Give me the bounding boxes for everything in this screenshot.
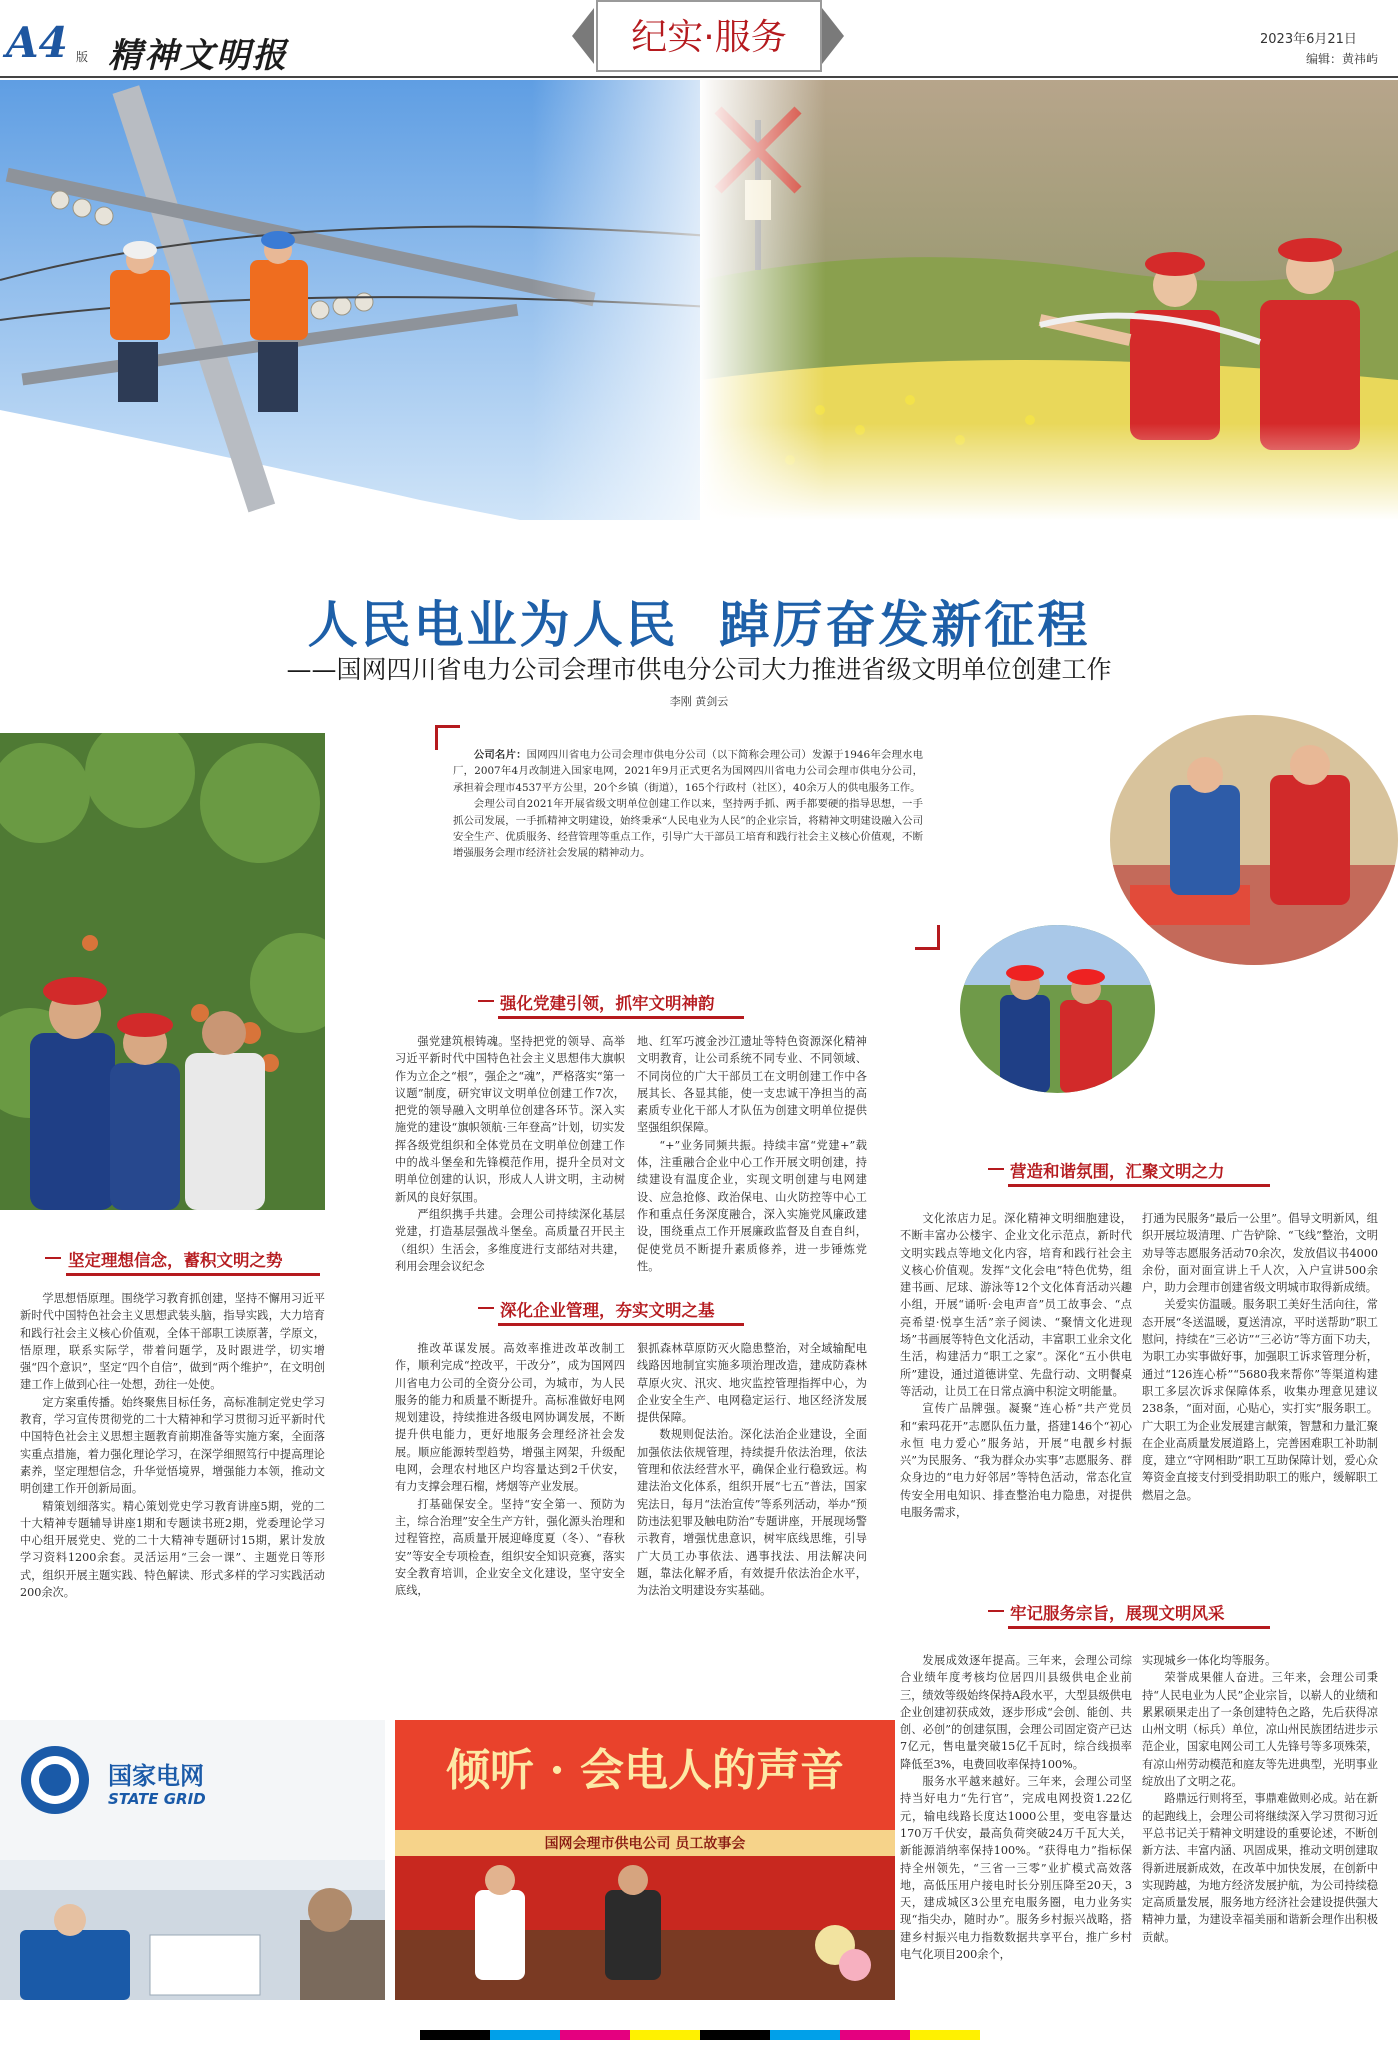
section-2-column xyxy=(20,1290,325,1601)
section-1-column-b xyxy=(637,1033,867,1275)
tab-left-arrow xyxy=(572,8,594,64)
photo-service-hall xyxy=(0,1720,385,2000)
section-3-column-b xyxy=(637,1340,867,1599)
section-decoration xyxy=(45,1257,61,1259)
section-paragraph: 严组织携手共建。会理公司持续深化基层党建，打造基层强战斗堡垒。高质量召开民主（组织）生活会，多维度进行支部结对共建，利用会理会议纪念 xyxy=(395,1207,625,1273)
masthead xyxy=(0,0,1398,80)
intro-paragraph: 会理公司自2021年开展省级文明单位创建工作以来，坚持两手抓、两手都要硬的指导思想，一手抓公司发展，一手抓精神文明建设，始终秉承“人民电业为人民”的企业宗旨，将精神文明建设融入公司安全生产、优质服务、经营管理等重点工作，引导广大干部员工培育和践行社会主义核心价值观，不断增强服务会理市经济社会发展的精神动力。 xyxy=(453,798,923,860)
headline-subtitle: ——国网四川省电力公司会理市供电分公司大力推进省级文明单位创建工作 xyxy=(286,655,1112,684)
section-underline xyxy=(1008,1626,1270,1629)
section-paragraph: “+”业务同频共振。持续丰富“党建+”载体，注重融合企业中心工作开展文明创建，持续建设有温度企业，实现文明创建与电网建设、应急抢修、政治保电、山火防控等中心工作和重点任务深度融合，深入实施党风廉政建设，围绕重点工作开展廉政监督及自查自纠，促使党员不断提升素质修养，进一步锤炼党性。 xyxy=(637,1138,867,1273)
state-grid-sign-cn: 国家电网 xyxy=(108,1762,204,1790)
section-paragraph: 学思想悟原理。围绕学习教育抓创建，坚持不懈用习近平新时代中国特色社会主义思想武装头脑，指导实践，大力培育和践行社会主义核心价值观，全体干部职工读原著，学原文，悟原理，联系实际学，带着问题学，及时跟进学，切实增强“四个意识”，坚定“四个自信”，做到“两个维护”，在文明创建工作上做到心往一处想，劲往一处使。 xyxy=(20,1292,325,1392)
section-title: 坚定理想信念，蓄积文明之势 xyxy=(68,1251,283,1270)
section-underline xyxy=(498,1016,744,1019)
section-paragraph: 推改革谋发展。高效率推进改革改制工作，顺利完成“控改平，干改分”，成为国网四川省电力公司的全资分公司，为城市，为人民服务的能力和质量不断提升。高标准做好电网规划建设，持续推进各级电网协调发展，不断提升供电能力，更好地服务会理经济社会发展。顺应能源转型趋势，增强主网架，升级配电网，会理农村地区户均容量达到2千伏安，有力支撑会理石榴，烤烟等产业发展。 xyxy=(395,1342,625,1494)
section-paragraph: 打通为民服务“最后一公里”。倡导文明新风，组织开展垃圾清理、广告铲除、“飞线”整治，文明劝导等志愿服务活动70余次，发放倡议书4000余份，面对面宣讲上千人次，入户宣讲500余户，助力会理市创建省级文明城市取得新成绩。 xyxy=(1142,1212,1378,1295)
section-paragraph: 路鼎远行则将至，事鼎难做则必成。站在新的起跑线上，会理公司将继续深入学习贯彻习近平总书记关于精神文明建设的重要论述，不断创新方法、丰富内涵、巩固成果，推动文明创建取得新进展新成效，在改革中加快发展，在创新中实现跨越，为地方经济发展护航，为公司持续稳定高质量发展，服务地方经济社会建设提供强大精神力量，为建设幸福美丽和谐新会理作出积极贡献。 xyxy=(1142,1792,1378,1944)
photo-linemen-field xyxy=(960,925,1155,1093)
section-decoration xyxy=(478,1000,494,1002)
section-5-column-a xyxy=(900,1652,1132,1963)
paper-name: 精神文明报 xyxy=(108,36,288,76)
tab-right-arrow xyxy=(822,8,844,64)
section-underline xyxy=(1008,1184,1270,1187)
event-banner-title: 倾听 · 会电人的声音 xyxy=(446,1745,844,1796)
hero-photo-volunteers xyxy=(700,80,1398,520)
headline-byline: 李刚 黄剑云 xyxy=(669,695,729,708)
section-1-column-a xyxy=(395,1033,625,1275)
masthead-rule xyxy=(0,76,1398,78)
headline-title: 人民电业为人民 踔厉奋发新征程 xyxy=(307,596,1091,654)
section-name: 纪实·服务 xyxy=(631,17,787,58)
photo-story-event xyxy=(395,1720,895,2000)
page-suffix: 版 xyxy=(76,50,89,64)
section-5-column-b xyxy=(1142,1652,1378,1946)
section-paragraph: 宣传广品牌强。凝聚“连心桥”共产党员和“索玛花开”志愿队伍力量，搭建146个“初心永恒 电力爱心”服务站，开展“电靓乡村振兴”为民服务、“我为群众办实事”志愿服务、群众身边的“电力好邻居”等特色活动，常态化宣传安全用电知识、排查整治电力隐患，对提供电服务需求， xyxy=(900,1402,1132,1520)
section-decoration xyxy=(478,1307,494,1309)
section-tab xyxy=(572,0,842,70)
section-4-column-b xyxy=(1142,1210,1378,1504)
section-decoration xyxy=(988,1168,1004,1170)
section-paragraph: 定方案重传播。始终聚焦目标任务，高标准制定党史学习教育，学习宣传贯彻党的二十大精神和学习贯彻习近平新时代中国特色社会主义思想主题教育前期准备等实施方案，全面落实重点措施，着力强化理论学习，在深学细照笃行中提高理论素养，坚定理想信念，升华觉悟境界，增强能力本领，推动文明创建工作开创新局面。 xyxy=(20,1395,325,1496)
photo-orchard-inspection xyxy=(0,733,325,1210)
section-paragraph: 实现城乡一体化均等服务。 xyxy=(1142,1654,1277,1667)
section-paragraph: 地、红军巧渡金沙江遗址等特色资源深化精神文明教育，让公司系统不同专业、不同领域、不同岗位的广大干部员工在文明创建工作中各展其长、各显其能，使一支忠诚干净担当的高素质专业化干部人才队伍为创建文明单位提供坚强组织保障。 xyxy=(637,1035,867,1135)
page-editor: 编辑：黄祎屿 xyxy=(1306,52,1379,66)
intro-label: 公司名片： xyxy=(473,749,527,761)
print-color-bar xyxy=(420,2030,980,2040)
section-4-column-a xyxy=(900,1210,1132,1521)
section-title: 营造和谐氛围，汇聚文明之力 xyxy=(1010,1162,1225,1181)
hero-photo-linemen xyxy=(0,80,760,520)
intro-box xyxy=(435,725,940,950)
intro-paragraph: 国网四川省电力公司会理市供电分公司（以下简称会理公司）发源于1946年会理水电厂，2007年4月改制进入国家电网，2021年9月正式更名为国网四川省电力公司会理市供电分公司，承担着会理市4537平方公里，20个乡镇（街道），165个行政村（社区），40余万人的供电服务工作。 xyxy=(453,749,923,794)
issue-date: 2023年6月21日 xyxy=(1260,32,1357,47)
page-number: A4 xyxy=(6,18,68,67)
section-3-column-a xyxy=(395,1340,625,1599)
section-paragraph: 文化浓店力足。深化精神文明细胞建设，不断丰富办公楼宇、企业文化示范点，新时代文明实践点等地文化内容，培育和践行社会主义核心价值观。发挥“文化会电”特色优势，组建书画、尼球、游泳等12个文化体育活动兴趣小组，开展“诵听·会电声音”员工故事会、“点亮希望·悦享生活”亲子阅读、“聚情文化进现场”书画展等特色文化活动，丰富职工业余文化生活，构建活力“职工之家”。深化“五小供电所”建设，通过道德讲堂、先盘行动、文明餐桌等活动，让员工在日常点滴中积淀文明能量。 xyxy=(900,1212,1132,1398)
event-banner-subtitle: 国网会理市供电公司 员工故事会 xyxy=(544,1836,746,1852)
photo-volunteers-booth xyxy=(1110,715,1398,965)
section-paragraph: 精策划细落实。精心策划党史学习教育讲座5期，党的二十大精神专题辅导讲座1期和专题读书班2期，党委理论学习中心组开展党史、党的二十大精神专题研讨15期，累计发放学习资料1200余套。灵活运用“三会一课”、主题党日等形式，组织开展主题实践、特色解读、形式多样的学习实践活动200余次。 xyxy=(20,1499,325,1600)
section-decoration xyxy=(988,1610,1004,1612)
section-paragraph: 狠抓森林草原防灭火隐患整治，对全域输配电线路因地制宜实施多项治理改造，建成防森林草原火灾、汛灾、地灾监控管理指挥中心，为企业安全生产、电网稳定运行、地区经济发展提供保障。 xyxy=(637,1342,867,1425)
state-grid-sign-en: STATE GRID xyxy=(108,1790,206,1808)
section-underline xyxy=(498,1323,744,1326)
section-title: 牢记服务宗旨，展现文明风采 xyxy=(1010,1604,1225,1623)
section-underline xyxy=(66,1273,320,1276)
section-paragraph: 关爱实仿温暖。服务职工美好生活向往，常态开展“冬送温暖，夏送清凉，平时送帮助”职工慰问，持续在“三必访”“三必访”等方面下功夫，为职工办实事做好事，加强职工诉求管理分析，通过“126连心桥”“5680我来帮你”等渠道构建职工多层次诉求保障体系，收集办理意见建议238条，“面对面，心贴心，实打实”服务职工。广大职工为企业发展建言献策，智慧和力量汇聚在企业高质量发展道路上，完善困难职工补助制度，建立“守网相助”职工互助保障计划，爱心众筹资金直接支付到受捐助职工的账户，缓解职工燃眉之急。 xyxy=(1142,1298,1378,1502)
section-title: 强化党建引领，抓牢文明神韵 xyxy=(500,994,715,1013)
section-title: 深化企业管理，夯实文明之基 xyxy=(500,1301,715,1320)
intro-text xyxy=(453,747,923,862)
section-paragraph: 数规则促法治。深化法治企业建设，全面加强依法依规管理，持续提升依法治理，依法管理和依法经营水平，确保企业行稳致远。构建法治文化体系，组织开展“七五”普法，国家宪法日，每月“法治宣传”等系列活动，举办“预防违法犯罪及触电防治”专题讲座，开展现场警示教育，增强忧患意识，树牢底线思维，引导广大员工办事依法、遇事找法、用法解决问题，靠法化解矛盾，有效提升依法治企水平，为法治文明建设夯实基础。 xyxy=(637,1428,867,1598)
section-paragraph: 发展成效逐年提高。三年来，会理公司综合业绩年度考核均位居四川县级供电企业前三，绩效等级始终保持A段水平，大型县级供电企业创建初获成效，逐步形成“会创、能创、共创、必创”的创建氛围，会理公司固定资产已达7亿元，售电量突破15亿千瓦时，综合线损率降低至3%，电费回收率保持100%。 xyxy=(900,1654,1132,1771)
section-paragraph: 打基础保安全。坚持“安全第一、预防为主，综合治理”安全生产方针，强化源头治理和过程管控，高质量开展迎峰度夏（冬）、“春秋安”等安全专项检查，组织安全知识竞赛，落实安全教育培训，企业安全文化建设，坚守安全底线， xyxy=(395,1497,625,1598)
section-paragraph: 服务水平越来越好。三年来，会理公司坚持当好电力“先行官”，完成电网投资1.22亿元，输电线路长度达1000公里，变电容量达170万千伏安，最高负荷突破24万千瓦大关，新能源消纳率保持100%。“获得电力”指标保持全州领先，“三省一三零”业扩模式高效落地，高低压用户接电时长分别压降至20天，3天，建成城区3公里充电服务圈，电力业务实现“指尖办，随时办”。服务乡村振兴战略，搭建乡村振兴电力指数数据共享平台，推广乡村电气化项目200余个， xyxy=(900,1775,1132,1962)
section-paragraph: 强党建筑根铸魂。坚持把党的领导、高举习近平新时代中国特色社会主义思想伟大旗帜作为立企之“根”，强企之“魂”，严格落实“第一议题”制度，研究审议文明单位创建工作7次，把党的领导融入文明单位创建各环节。深入实施党的建设“旗帜领航·三年登高”计划，切实发挥各级党组织和全体党员在文明单位创建工作中的战斗堡垒和先锋模范作用，提升全员对文明单位创建的认识，形成人人讲文明，主动树新风的良好氛围。 xyxy=(395,1035,625,1204)
section-paragraph: 荣誉成果催人奋进。三年来，会理公司秉持“人民电业为人民”企业宗旨，以崭人的业绩和累累硕果走出了一条创建特色之路，先后获得凉山州文明（标兵）单位，凉山州民族团结进步示范企业，国家电网公司工人先锋号等多项殊荣，有凉山州劳动模范和庭友等先进典型，光明事业绽放出了文明之花。 xyxy=(1142,1671,1378,1789)
intro-corner-br xyxy=(915,925,940,950)
